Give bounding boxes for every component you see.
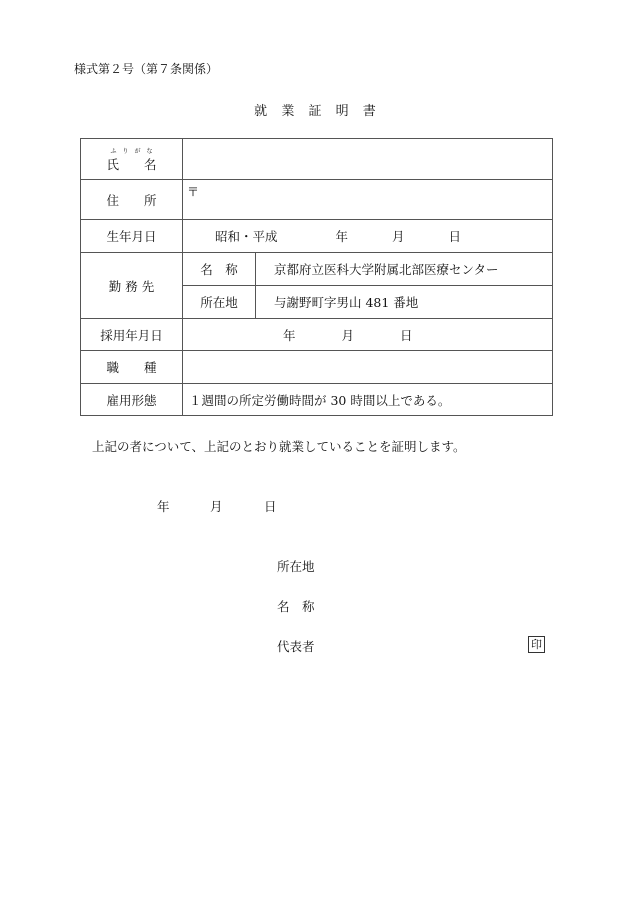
issue-date-year: 年 [157,499,170,514]
furigana [87,146,176,155]
name-label-cell [81,139,183,180]
birthdate-era: 昭和・平成 [215,229,278,244]
postal-mark: 〒 [187,185,200,199]
row-job-type [81,351,553,384]
workplace-location-label: 所在地 [183,286,256,319]
furigana-char: が [134,148,141,155]
employment-type-label: 雇用形態 [81,384,183,416]
birthdate-year: 年 [335,229,349,244]
job-type-value-field[interactable] [183,351,553,384]
document-title [0,100,630,119]
workplace-name-label: 名 称 [183,253,256,286]
form-number: 様式第２号（第７条関係） [74,62,219,76]
certification-statement: 上記の者について、上記のとおり就業していることを証明します。 [92,439,466,454]
certificate-table [80,138,553,416]
name-value-field[interactable] [183,139,553,180]
row-hire-date [81,319,553,351]
row-address [81,180,553,220]
name-label: 氏 名 [106,157,157,172]
signer-representative-label: 代表者 [277,639,315,654]
row-workplace-name [81,253,553,286]
employment-type-value: １週間の所定労働時間が 30 時間以上である。 [183,384,553,416]
signer-location-label: 所在地 [277,559,315,574]
birthdate-label: 生年月日 [81,220,183,253]
row-birthdate [81,220,553,253]
name-label-wrap [87,145,176,173]
row-employment-type [81,384,553,416]
birthdate-month: 月 [392,229,405,244]
address-value-field[interactable] [183,180,553,220]
title-char: 証 [308,104,322,119]
workplace-label: 勤 務 先 [81,253,183,319]
issue-date-day: 日 [264,499,277,514]
workplace-location-value: 与謝野町字男山 481 番地 [256,286,553,319]
hire-date-year: 年 [283,327,296,343]
hire-date-value-field[interactable] [183,319,553,351]
address-label: 住 所 [81,180,183,220]
title-char: 就 [254,104,268,119]
title-char: 業 [281,104,295,119]
signer-name-label: 名 称 [277,599,315,614]
title-char: 書 [362,104,376,119]
job-type-label: 職 種 [81,351,183,384]
row-name [81,139,553,180]
hire-date-day: 日 [400,327,413,343]
workplace-name-value: 京都府立医科大学附属北部医療センター [256,253,553,286]
furigana-char: ふ [110,148,117,155]
seal-mark: 印 [528,636,545,653]
birthdate-value-field[interactable] [183,220,553,253]
hire-date-label: 採用年月日 [81,319,183,351]
furigana-char: り [122,148,129,155]
furigana-char: な [146,148,153,155]
title-char: 明 [335,104,349,119]
issue-date-month: 月 [210,499,223,514]
hire-date-month: 月 [341,327,355,343]
birthdate-day: 日 [448,229,462,244]
